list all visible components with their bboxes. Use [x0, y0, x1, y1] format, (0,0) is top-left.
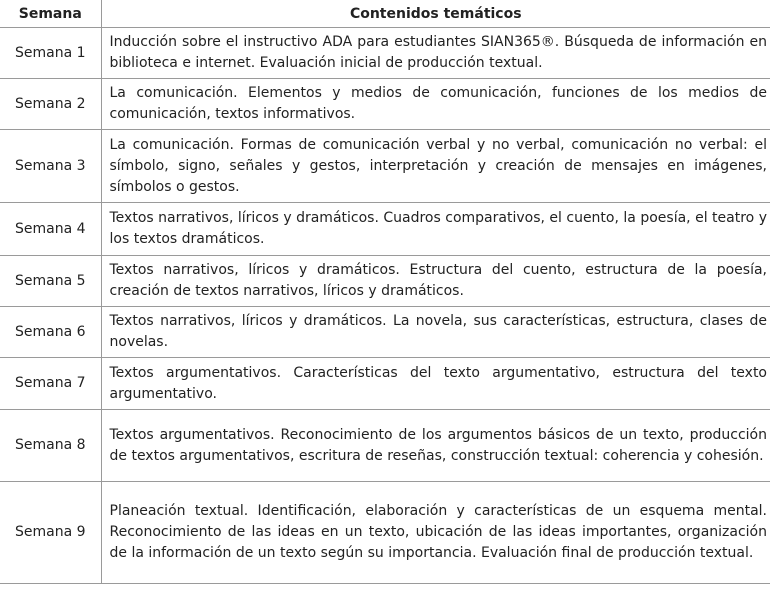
content-cell: Textos narrativos, líricos y dramáticos. Estructura del cuento, estructura de la poesía, creación de textos narrativos, líricos y dramáticos.	[101, 256, 770, 307]
week-cell: Semana 7	[0, 358, 101, 410]
week-cell: Semana 6	[0, 307, 101, 358]
content-cell: Textos narrativos, líricos y dramáticos. Cuadros comparativos, el cuento, la poesía, el teatro y los textos dramáticos.	[101, 203, 770, 256]
table-row	[0, 256, 770, 307]
week-cell: Semana 9	[0, 482, 101, 584]
content-cell: Textos argumentativos. Características del texto argumentativo, estructura del texto argumentativo.	[101, 358, 770, 410]
content-cell: Inducción sobre el instructivo ADA para estudiantes SIAN365®. Búsqueda de información en biblioteca e internet. Evaluación inicial de producción textual.	[101, 28, 770, 79]
header-content: Contenidos temáticos	[101, 0, 770, 28]
content-cell: La comunicación. Elementos y medios de comunicación, funciones de los medios de comunicación, textos informativos.	[101, 79, 770, 130]
table-row	[0, 79, 770, 130]
table-row	[0, 28, 770, 79]
content-cell: Textos narrativos, líricos y dramáticos. La novela, sus características, estructura, clases de novelas.	[101, 307, 770, 358]
table-row	[0, 203, 770, 256]
table-row	[0, 410, 770, 482]
week-cell: Semana 3	[0, 130, 101, 203]
week-cell: Semana 8	[0, 410, 101, 482]
table-header-row	[0, 0, 770, 28]
week-cell: Semana 4	[0, 203, 101, 256]
week-cell: Semana 5	[0, 256, 101, 307]
table-row	[0, 358, 770, 410]
header-week: Semana	[0, 0, 101, 28]
content-cell: Textos argumentativos. Reconocimiento de los argumentos básicos de un texto, producción de textos argumentativos, escritura de reseñas, construcción textual: coherencia y cohesión.	[101, 410, 770, 482]
week-cell: Semana 2	[0, 79, 101, 130]
week-cell: Semana 1	[0, 28, 101, 79]
table-row	[0, 482, 770, 584]
content-cell: La comunicación. Formas de comunicación verbal y no verbal, comunicación no verbal: el símbolo, signo, señales y gestos, interpretación y creación de mensajes en imágenes, símbolos o gestos.	[101, 130, 770, 203]
table-row	[0, 130, 770, 203]
content-cell: Planeación textual. Identificación, elaboración y características de un esquema mental. Reconocimiento de las ideas en un texto, ubicación de las ideas importantes, organización de la información de un texto según su importancia. Evaluación final de producción textual.	[101, 482, 770, 584]
table-row	[0, 307, 770, 358]
